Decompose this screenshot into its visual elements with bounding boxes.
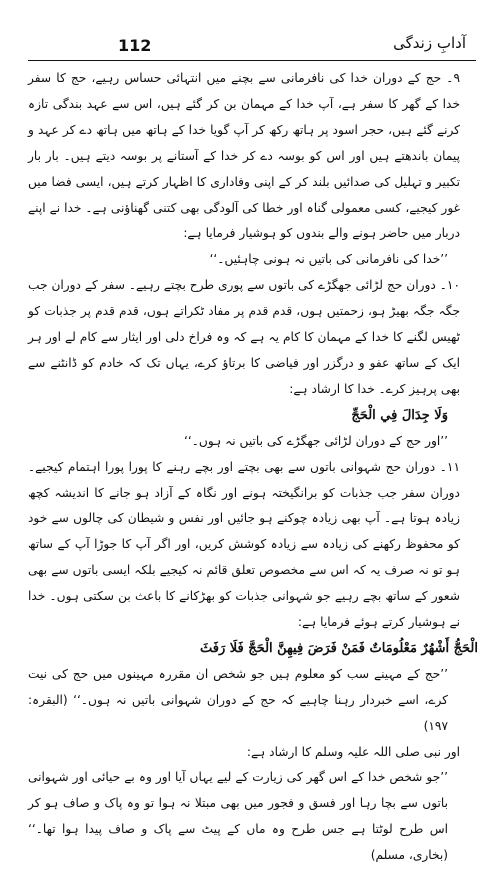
paragraph-9: ۹۔ حج کے دوران خدا کی نافرمانی سے بچنے میں انتہائی حساس رہیے، حج کا سفر خدا کے گھر کا سفر ہے، آپ خدا کے مہمان بن کر گئے ہیں، اس سے عہد بندگی تازہ کرنے گئے ہیں، حجر اسود پر ہاتھ رکھ کر آپ گویا خدا کے ہاتھ میں ہاتھ دے کر عہد و پیمان باندھتے ہیں اور اس کو بوسہ دے کر خدا کے آستانے پر بوسہ دیتے ہیں۔ بار بار تکبیر و تہلیل کی صدائیں بلند کر کے اپنی وفاداری کا اظہار کرتے ہیں، ایسی فضا میں غور کیجیے، کسی معمولی گناہ اور خطا کی آلودگی بھی کتنی گھناؤنی ہے۔ خدا نے اپنے دربار میں حاضر ہونے والے بندوں کو ہوشیار فرمایا ہے:	[28, 71, 460, 241]
running-title: آدابِ زندگی	[393, 34, 466, 52]
quote-hadith: ’’جو شخص خدا کے اس گھر کی زیارت کے لیے یہاں آیا اور وہ بے حیائی اور شہوانی باتوں سے بچا رہا اور فسق و فجور میں بھی مبتلا نہ ہوا تو وہ پاک و صاف ہو کر اس طرح لوٹتا ہے جس طرح وہ ماں کے پیٹ سے پاک و صاف پیدا ہوا تھا۔‘‘ (بخاری، مسلم)	[28, 770, 448, 863]
paragraph-11: ۱۱۔ دوران حج شہوانی باتوں سے بھی بچتے اور بچے رہنے کا پورا پورا اہتمام کیجیے۔ دوران سفر جب جذبات کو برانگیختہ ہونے اور نگاہ کے آزاد ہو جانے کا اندیشہ کچھ زیادہ ہوتا ہے۔ آپ بھی زیادہ چوکنے ہو جائیں اور نفس و شیطان کی چالوں سے خود کو محفوظ رکھنے کی زیادہ سے زیادہ کوشش کریں، اور اگر آپ کا جوڑا آپ کے ساتھ ہو تو نہ صرف یہ کہ اس سے مخصوص تعلق قائم نہ کیجیے بلکہ ایسی باتوں سے بھی شعور کے ساتھ بچے رہیے جو شہوانی جذبات کو بھڑکانے کا باعث بن سکتی ہوں۔ خدا نے ہوشیار کرتے ہوئے فرمایا ہے:	[28, 459, 460, 630]
page-number: 112	[118, 36, 152, 55]
quote-translation-3: ’’حج کے مہینے سب کو معلوم ہیں جو شخص ان مقررہ مہینوں میں حج کی نیت کرے، اسے خبردار رہنا چاہیے کہ حج کے دوران شہوانی باتیں نہ ہوں۔‘‘ (البقرہ: ۱۹۷)	[28, 666, 448, 733]
paragraph-hadith-intro: اور نبی صلی اللہ علیہ وسلم کا ارشاد ہے:	[246, 744, 460, 759]
quote-translation-1: ’’خدا کی نافرمانی کی باتیں نہ ہونی چاہئیں۔‘‘	[209, 252, 448, 267]
paragraph-10: ۱۰۔ دوران حج لڑائی جھگڑے کی باتوں سے پوری طرح بچتے رہیے۔ سفر کے دوران جب جگہ جگہ بھیڑ ہو، زحمتیں ہوں، قدم قدم پر مفاد ٹکراتے ہوں، قدم قدم پر جذبات کو ٹھیس لگنے کا خدا کے مہمان کا کام یہ ہے کہ وہ فراخ دلی اور ایثار سے کام لے اور ہر ایک کے ساتھ عفو و درگزر اور فیاضی کا برتاؤ کرے، یہاں تک کہ خادم کو ڈانٹنے سے بھی پرہیز کرے۔ خدا کا ارشاد ہے:	[28, 278, 460, 396]
arabic-verse-3: الْحَجُّ أَشْهُرٌ مَعْلُومَاتٌ فَمَنْ فَرَضَ فِيهِنَّ الْحَجَّ فَلَا رَفَثَ	[200, 640, 478, 656]
quote-translation-2: ’’اور حج کے دوران لڑائی جھگڑے کی باتیں نہ ہوں۔‘‘	[184, 433, 448, 448]
header-divider	[28, 60, 476, 61]
page-body	[28, 66, 478, 869]
page-header	[28, 34, 476, 60]
arabic-verse-2: وَلَا جِدَالَ فِي الْحَجِّ	[351, 407, 448, 423]
